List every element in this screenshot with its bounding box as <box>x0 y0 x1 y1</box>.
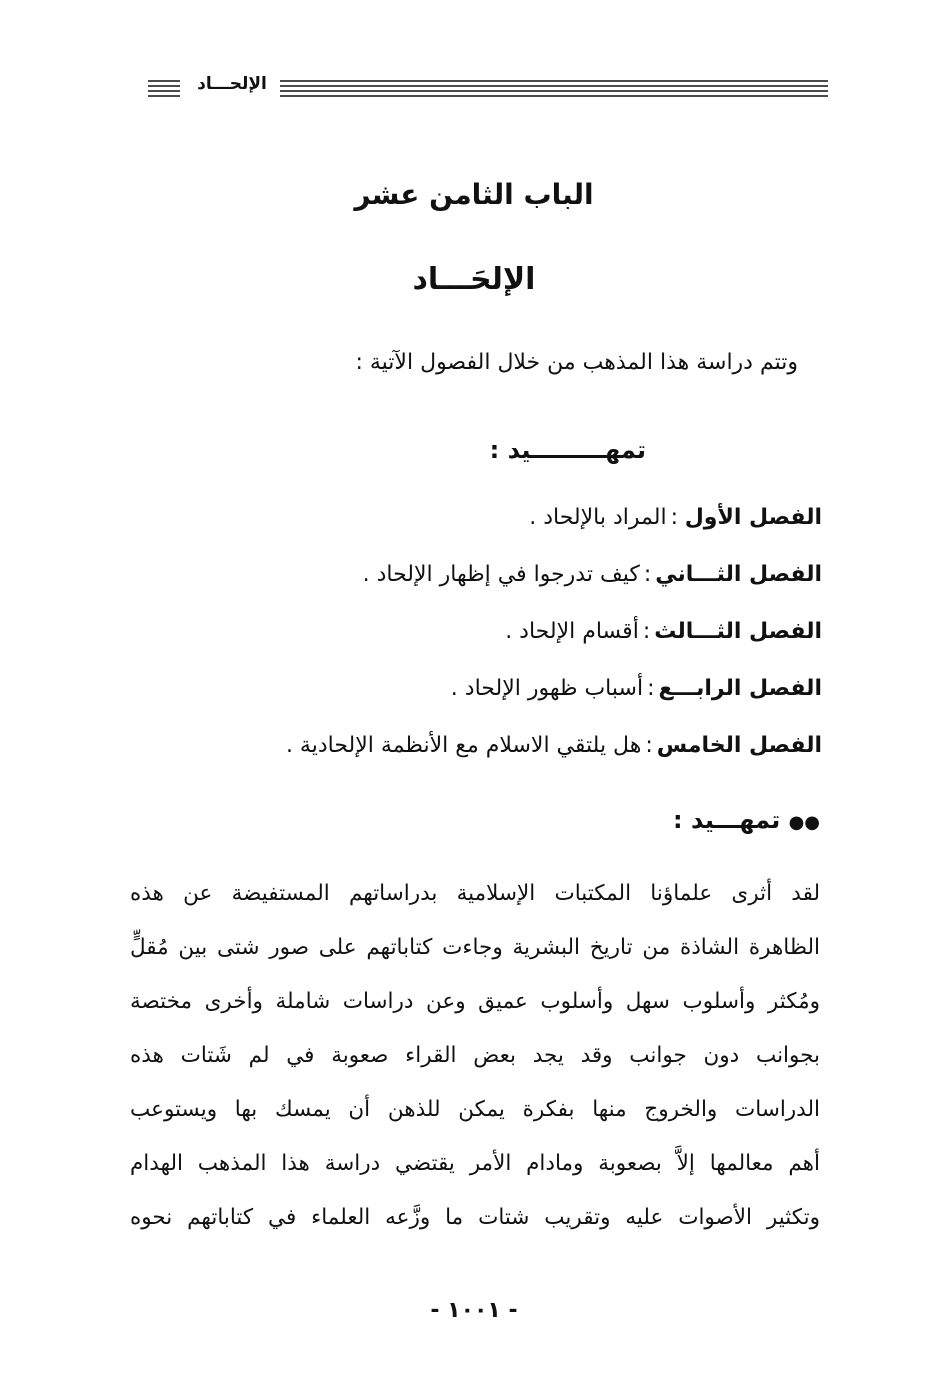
chapters-list <box>122 498 822 783</box>
chapter-label: الفصل الثـــاني <box>655 562 822 587</box>
toc-heading: تمهـــــــــيد : <box>489 436 646 464</box>
page-number: - ١٠٠١ - <box>430 1298 518 1323</box>
chapter-title: أقسام الإلحاد . <box>505 619 639 644</box>
chapter-label: الفصل الثـــالث <box>654 619 822 644</box>
paragraph-line: لقد أثرى علماؤنا المكتبات الإسلامية بدراساتهم المستفيضة عن هذه <box>130 881 820 906</box>
list-item <box>122 612 822 669</box>
list-item <box>122 669 822 726</box>
chapter-separator: : <box>645 733 653 758</box>
paragraph-line: بجوانب دون جوانب وقد يجد بعض القراء صعوبة في لم شَتات هذه <box>130 1043 820 1068</box>
chapter-title: أسباب ظهور الإلحاد . <box>450 676 644 701</box>
tamheed-label: تمهـــيد : <box>673 806 781 834</box>
running-header-title: الإلحـــاد <box>197 74 267 94</box>
paragraph-line: الدراسات والخروج منها بفكرة يمكن للذهن أن يمسك بها ويستوعب <box>130 1097 820 1122</box>
chapter-label: الفصل الأول <box>684 505 822 530</box>
bullet-icon: ●● <box>788 812 820 833</box>
chapter-separator: : <box>670 505 678 530</box>
chapter-separator: : <box>643 562 652 587</box>
chapter-separator: : <box>647 676 655 701</box>
tamheed-heading <box>673 806 820 834</box>
header-rule-right <box>280 78 828 100</box>
paragraph-line: أهم معالمها إلاَّ بصعوبة ومادام الأمر يقتضي دراسة هذا المذهب الهدام <box>130 1151 820 1176</box>
list-item <box>122 726 822 783</box>
chapter-separator: : <box>642 619 651 644</box>
chapter-title: هل يلتقي الاسلام مع الأنظمة الإلحادية . <box>285 733 642 758</box>
paragraph-line: وتكثير الأصوات عليه وتقريب شتات ما وزَّعه العلماء في كتاباتهم نحوه <box>130 1205 820 1230</box>
chapter-label: الفصل الخامس <box>656 733 822 758</box>
intro-text: وتتم دراسة هذا المذهب من خلال الفصول الآتية : <box>355 350 798 375</box>
chapter-title: كيف تدرجوا في إظهار الإلحاد . <box>362 562 640 587</box>
paragraph-line: ومُكثر وأسلوب سهل وأسلوب عميق وعن دراسات شاملة وأخرى مختصة <box>130 989 820 1014</box>
header-rule-left <box>148 78 180 98</box>
body-paragraph <box>130 870 820 1248</box>
paragraph-line: الظاهرة الشاذة من تاريخ البشرية وجاءت كتاباتهم على صور شتى بين مُقلٍّ <box>130 935 820 960</box>
list-item <box>122 498 822 555</box>
list-item <box>122 555 822 612</box>
chapter-label: الفصل الرابـــع <box>658 676 822 701</box>
book-title: الباب الثامن عشر <box>354 178 594 211</box>
section-title: الإلحَـــاد <box>412 262 536 297</box>
chapter-title: المراد بالإلحاد . <box>529 505 667 530</box>
